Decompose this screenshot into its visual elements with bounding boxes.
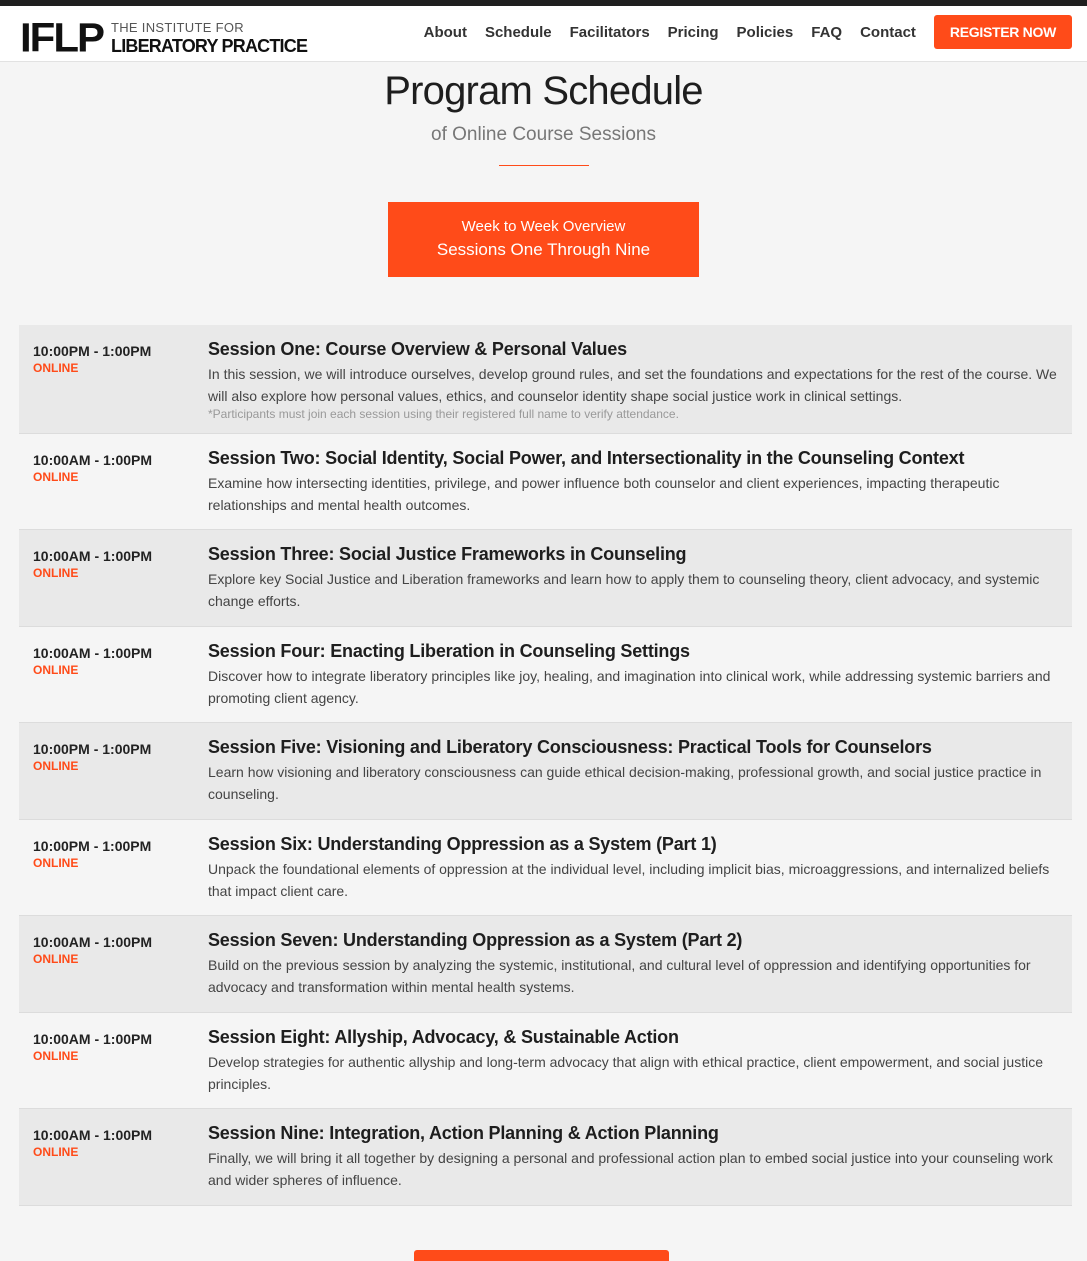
nav-item-pricing[interactable]: Pricing <box>667 23 719 41</box>
session-time: 10:00PM - 1:00PM <box>33 343 152 359</box>
session-title: Session Four: Enacting Liberation in Counseling Settings <box>208 641 690 661</box>
page-subtitle: of Online Course Sessions <box>431 124 656 145</box>
site-header <box>0 6 1087 62</box>
session-description: In this session, we will introduce ourselves, develop ground rules, and set the foundations and expectations for the rest of the course. We will also explore how personal values, ethics, and counselor identity shape social justice work in clinical settings. <box>208 366 1057 404</box>
session-title: Session Six: Understanding Oppression as a System (Part 1) <box>208 834 717 854</box>
title-divider <box>499 165 589 166</box>
session-row <box>19 820 1072 916</box>
session-time: 10:00AM - 1:00PM <box>33 452 153 468</box>
session-time-col <box>33 1123 208 1205</box>
session-row <box>19 627 1072 723</box>
session-location: ONLINE <box>33 856 79 870</box>
session-time-col <box>33 641 208 722</box>
session-title: Session Nine: Integration, Action Planning & Action Planning <box>208 1123 719 1143</box>
session-location: ONLINE <box>33 663 79 677</box>
page-title: Program Schedule <box>384 69 703 113</box>
session-time-col <box>33 544 208 626</box>
session-info <box>208 448 1059 529</box>
session-description: Explore key Social Justice and Liberation frameworks and learn how to apply them to counseling theory, client advocacy, and systemic change efforts. <box>208 571 1040 609</box>
session-location: ONLINE <box>33 361 79 375</box>
session-description: Unpack the foundational elements of oppression at the individual level, including implicit bias, microaggressions, and internalized beliefs that impact client care. <box>208 861 1050 899</box>
session-title: Session Two: Social Identity, Social Power, and Intersectionality in the Counseling Context <box>208 448 965 468</box>
session-location: ONLINE <box>33 1145 79 1159</box>
session-description: Finally, we will bring it all together by designing a personal and professional action plan to embed social justice into your counseling work and wider spheres of influence. <box>208 1150 1053 1188</box>
nav-item-facilitators[interactable]: Facilitators <box>569 23 650 41</box>
session-description: Discover how to integrate liberatory principles like joy, healing, and imagination into clinical work, while addressing systemic barriers and promoting client agency. <box>208 668 1051 706</box>
session-note: *Participants must join each session using their registered full name to verify attendance. <box>208 407 679 421</box>
session-location: ONLINE <box>33 470 79 484</box>
session-info <box>208 544 1059 626</box>
session-row <box>19 434 1072 530</box>
session-location: ONLINE <box>33 566 79 580</box>
session-title: Session Eight: Allyship, Advocacy, & Sustainable Action <box>208 1027 679 1047</box>
session-row <box>19 530 1072 627</box>
logo-text <box>111 21 307 55</box>
nav-item-faq[interactable]: FAQ <box>811 23 843 41</box>
cta-line1: Week to Week Overview <box>461 218 626 235</box>
session-description: Examine how intersecting identities, privilege, and power influence both counselor and client experiences, impacting therapeutic relationships and mental health outcomes. <box>208 475 1000 513</box>
main-nav <box>424 15 1072 49</box>
register-now-button[interactable]: REGISTER NOW <box>934 15 1072 49</box>
session-description: Build on the previous session by analyzing the systemic, institutional, and cultural level of oppression and identifying opportunities for advocacy and transformation within mental health systems. <box>208 957 1031 995</box>
session-row <box>19 1013 1072 1109</box>
session-time: 10:00PM - 1:00PM <box>33 838 152 854</box>
session-time-col <box>33 834 208 915</box>
session-info <box>208 339 1059 433</box>
logo-line2: LIBERATORY PRACTICE <box>111 36 308 56</box>
session-location: ONLINE <box>33 952 79 966</box>
session-info <box>208 834 1059 915</box>
session-info <box>208 1027 1059 1108</box>
session-time-col <box>33 448 208 529</box>
logo-line1: THE INSTITUTE FOR <box>111 20 244 35</box>
session-time: 10:00AM - 1:00PM <box>33 1031 153 1047</box>
session-time-col <box>33 1027 208 1108</box>
session-title: Session Three: Social Justice Frameworks in Counseling <box>208 544 687 564</box>
session-time: 10:00AM - 1:00PM <box>33 548 153 564</box>
session-time-col <box>33 737 208 819</box>
session-time: 10:00PM - 1:00PM <box>33 741 152 757</box>
session-info <box>208 930 1059 1012</box>
bottom-cta-button[interactable] <box>414 1250 669 1261</box>
site-logo[interactable] <box>20 14 308 61</box>
session-location: ONLINE <box>33 759 79 773</box>
session-info <box>208 737 1059 819</box>
session-row <box>19 1109 1072 1206</box>
session-time-col <box>33 339 208 433</box>
nav-item-about[interactable]: About <box>423 23 467 41</box>
nav-item-schedule[interactable]: Schedule <box>484 23 552 41</box>
nav-item-contact[interactable]: Contact <box>860 23 916 41</box>
schedule-list <box>19 325 1072 1206</box>
week-overview-button[interactable] <box>388 202 699 277</box>
session-info <box>208 1123 1059 1205</box>
session-description: Learn how visioning and liberatory consciousness can guide ethical decision-making, professional growth, and social justice practice in counseling. <box>208 764 1042 802</box>
session-time: 10:00AM - 1:00PM <box>33 934 153 950</box>
session-row <box>19 916 1072 1013</box>
session-location: ONLINE <box>33 1049 79 1063</box>
session-row <box>19 723 1072 820</box>
session-row <box>19 325 1072 434</box>
session-info <box>208 641 1059 722</box>
session-title: Session Seven: Understanding Oppression as a System (Part 2) <box>208 930 743 950</box>
session-title: Session Five: Visioning and Liberatory Consciousness: Practical Tools for Counselors <box>208 737 932 757</box>
session-time-col <box>33 930 208 1012</box>
cta-line2: Sessions One Through Nine <box>436 240 651 259</box>
nav-item-policies[interactable]: Policies <box>736 23 794 41</box>
session-description: Develop strategies for authentic allyship and long-term advocacy that align with ethical practice, client empowerment, and social justice principles. <box>208 1054 1043 1092</box>
session-time: 10:00AM - 1:00PM <box>33 645 153 661</box>
session-title: Session One: Course Overview & Personal Values <box>208 339 627 359</box>
logo-mark: IFLP <box>20 14 103 61</box>
session-time: 10:00AM - 1:00PM <box>33 1127 153 1143</box>
